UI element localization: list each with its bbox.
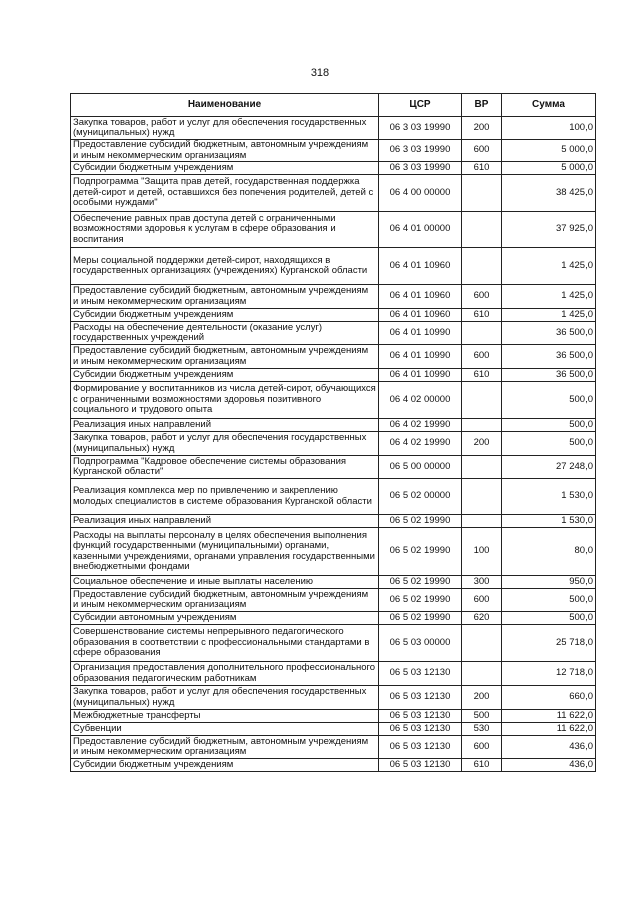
row-vr-cell — [462, 456, 502, 479]
row-vr-cell: 500 — [462, 710, 502, 723]
row-name-cell: Реализация иных направлений — [71, 419, 379, 432]
row-sum-cell: 500,0 — [502, 382, 596, 419]
header-name: Наименование — [71, 94, 379, 117]
row-name-cell: Предоставление субсидий бюджетным, автономным учреждениям и иным некоммерческим организациям — [71, 589, 379, 612]
table-row — [71, 140, 596, 162]
row-name-cell: Расходы на обеспечение деятельности (оказание услуг) государственных учреждений — [71, 322, 379, 345]
row-sum-cell: 436,0 — [502, 759, 596, 772]
header-csr: ЦСР — [379, 94, 462, 117]
row-name-cell: Закупка товаров, работ и услуг для обеспечения государственных (муниципальных) нужд — [71, 432, 379, 456]
table-row — [71, 419, 596, 432]
table-row — [71, 345, 596, 369]
row-name-cell: Реализация иных направлений — [71, 515, 379, 528]
row-sum-cell: 5 000,0 — [502, 162, 596, 175]
table-header-row — [71, 94, 596, 117]
row-vr-cell — [462, 479, 502, 515]
row-sum-cell: 100,0 — [502, 117, 596, 140]
row-name-cell: Формирование у воспитанников из числа детей-сирот, обучающихся с ограниченными возможностями здоровья позитивного социального и трудового опыта — [71, 382, 379, 419]
table-row — [71, 432, 596, 456]
page-number: 318 — [310, 67, 330, 79]
table-row — [71, 162, 596, 175]
table-row — [71, 285, 596, 309]
row-vr-cell: 610 — [462, 309, 502, 322]
row-csr-cell: 06 5 03 12130 — [379, 759, 462, 772]
row-csr-cell: 06 5 02 19990 — [379, 576, 462, 589]
row-sum-cell: 500,0 — [502, 612, 596, 625]
header-vr: ВР — [462, 94, 502, 117]
row-name-cell: Предоставление субсидий бюджетным, автономным учреждениям и иным некоммерческим организациям — [71, 345, 379, 369]
table-row — [71, 662, 596, 686]
row-name-cell: Расходы на выплаты персоналу в целях обеспечения выполнения функций государственными (муниципальными) органами, казенными учреждениями, органами управления государственными внебюджетными фондами — [71, 528, 379, 576]
row-name-cell: Совершенствование системы непрерывного педагогического образования в соответствии с профессиональными стандартами в сфере образования — [71, 625, 379, 662]
row-csr-cell: 06 5 03 12130 — [379, 710, 462, 723]
row-vr-cell: 600 — [462, 589, 502, 612]
row-vr-cell: 610 — [462, 162, 502, 175]
row-csr-cell: 06 3 03 19990 — [379, 162, 462, 175]
table-row — [71, 589, 596, 612]
table-row — [71, 736, 596, 759]
table-row — [71, 759, 596, 772]
row-csr-cell: 06 5 00 00000 — [379, 456, 462, 479]
row-name-cell: Закупка товаров, работ и услуг для обеспечения государственных (муниципальных) нужд — [71, 117, 379, 140]
row-vr-cell — [462, 212, 502, 248]
row-name-cell: Обеспечение равных прав доступа детей с ограниченными возможностями здоровья к услугам в сфере образования и воспитания — [71, 212, 379, 248]
row-sum-cell: 1 425,0 — [502, 309, 596, 322]
row-sum-cell: 660,0 — [502, 686, 596, 710]
row-csr-cell: 06 4 01 10960 — [379, 309, 462, 322]
table-row — [71, 369, 596, 382]
row-sum-cell: 38 425,0 — [502, 175, 596, 212]
row-name-cell: Подпрограмма "Защита прав детей, государственная поддержка детей-сирот и детей, оставшихся без попечения родителей, детей с особыми нуждами" — [71, 175, 379, 212]
table-row — [71, 248, 596, 285]
row-name-cell: Предоставление субсидий бюджетным, автономным учреждениям и иным некоммерческим организациям — [71, 736, 379, 759]
row-vr-cell: 200 — [462, 686, 502, 710]
row-name-cell: Межбюджетные трансферты — [71, 710, 379, 723]
table-row — [71, 117, 596, 140]
row-vr-cell: 600 — [462, 285, 502, 309]
row-csr-cell: 06 5 02 00000 — [379, 479, 462, 515]
table-row — [71, 212, 596, 248]
row-name-cell: Субсидии бюджетным учреждениям — [71, 369, 379, 382]
row-name-cell: Субсидии бюджетным учреждениям — [71, 309, 379, 322]
row-vr-cell: 200 — [462, 432, 502, 456]
row-csr-cell: 06 5 03 12130 — [379, 662, 462, 686]
row-csr-cell: 06 4 01 10990 — [379, 369, 462, 382]
row-csr-cell: 06 4 01 10960 — [379, 248, 462, 285]
row-sum-cell: 11 622,0 — [502, 723, 596, 736]
table-row — [71, 576, 596, 589]
row-csr-cell: 06 4 02 00000 — [379, 382, 462, 419]
row-sum-cell: 500,0 — [502, 432, 596, 456]
row-sum-cell: 80,0 — [502, 528, 596, 576]
table-row — [71, 515, 596, 528]
budget-table — [70, 93, 596, 772]
row-vr-cell: 100 — [462, 528, 502, 576]
row-vr-cell — [462, 382, 502, 419]
row-name-cell: Предоставление субсидий бюджетным, автономным учреждениям и иным некоммерческим организациям — [71, 140, 379, 162]
row-vr-cell: 600 — [462, 345, 502, 369]
row-sum-cell: 36 500,0 — [502, 369, 596, 382]
row-vr-cell: 300 — [462, 576, 502, 589]
table-row — [71, 612, 596, 625]
row-csr-cell: 06 4 01 10960 — [379, 285, 462, 309]
row-name-cell: Реализация комплекса мер по привлечению и закреплению молодых специалистов в системе образования Курганской области — [71, 479, 379, 515]
row-sum-cell: 1 530,0 — [502, 515, 596, 528]
row-sum-cell: 25 718,0 — [502, 625, 596, 662]
table-row — [71, 456, 596, 479]
row-name-cell: Предоставление субсидий бюджетным, автономным учреждениям и иным некоммерческим организациям — [71, 285, 379, 309]
row-csr-cell: 06 5 02 19990 — [379, 515, 462, 528]
row-vr-cell: 530 — [462, 723, 502, 736]
row-sum-cell: 36 500,0 — [502, 322, 596, 345]
row-name-cell: Закупка товаров, работ и услуг для обеспечения государственных (муниципальных) нужд — [71, 686, 379, 710]
table-row — [71, 625, 596, 662]
row-sum-cell: 500,0 — [502, 419, 596, 432]
row-vr-cell — [462, 662, 502, 686]
row-name-cell: Субсидии автономным учреждениям — [71, 612, 379, 625]
row-csr-cell: 06 5 02 19990 — [379, 612, 462, 625]
row-name-cell: Организация предоставления дополнительного профессионального образования педагогическим работникам — [71, 662, 379, 686]
row-vr-cell — [462, 515, 502, 528]
row-sum-cell: 1 530,0 — [502, 479, 596, 515]
row-vr-cell: 600 — [462, 736, 502, 759]
table-row — [71, 686, 596, 710]
row-csr-cell: 06 4 02 19990 — [379, 432, 462, 456]
row-csr-cell: 06 4 02 19990 — [379, 419, 462, 432]
row-csr-cell: 06 5 02 19990 — [379, 528, 462, 576]
row-name-cell: Субсидии бюджетным учреждениям — [71, 162, 379, 175]
row-sum-cell: 12 718,0 — [502, 662, 596, 686]
row-vr-cell: 600 — [462, 140, 502, 162]
row-name-cell: Подпрограмма "Кадровое обеспечение системы образования Курганской области" — [71, 456, 379, 479]
row-vr-cell: 620 — [462, 612, 502, 625]
table-row — [71, 479, 596, 515]
row-sum-cell: 436,0 — [502, 736, 596, 759]
table-row — [71, 723, 596, 736]
row-name-cell: Субсидии бюджетным учреждениям — [71, 759, 379, 772]
row-sum-cell: 11 622,0 — [502, 710, 596, 723]
row-csr-cell: 06 5 03 12130 — [379, 723, 462, 736]
row-sum-cell: 500,0 — [502, 589, 596, 612]
row-csr-cell: 06 4 00 00000 — [379, 175, 462, 212]
row-vr-cell — [462, 625, 502, 662]
row-sum-cell: 27 248,0 — [502, 456, 596, 479]
row-csr-cell: 06 4 01 10990 — [379, 345, 462, 369]
row-csr-cell: 06 4 01 00000 — [379, 212, 462, 248]
row-csr-cell: 06 5 03 00000 — [379, 625, 462, 662]
row-csr-cell: 06 5 02 19990 — [379, 589, 462, 612]
table-row — [71, 382, 596, 419]
row-name-cell: Меры социальной поддержки детей-сирот, находящихся в государственных организациях (учреждениях) Курганской области — [71, 248, 379, 285]
table-row — [71, 309, 596, 322]
row-sum-cell: 37 925,0 — [502, 212, 596, 248]
row-csr-cell: 06 5 03 12130 — [379, 736, 462, 759]
row-vr-cell — [462, 419, 502, 432]
row-vr-cell: 610 — [462, 759, 502, 772]
row-sum-cell: 5 000,0 — [502, 140, 596, 162]
row-name-cell: Субвенции — [71, 723, 379, 736]
row-vr-cell: 200 — [462, 117, 502, 140]
row-csr-cell: 06 3 03 19990 — [379, 140, 462, 162]
row-vr-cell — [462, 322, 502, 345]
table-row — [71, 175, 596, 212]
row-sum-cell: 1 425,0 — [502, 248, 596, 285]
row-vr-cell: 610 — [462, 369, 502, 382]
row-sum-cell: 1 425,0 — [502, 285, 596, 309]
row-sum-cell: 36 500,0 — [502, 345, 596, 369]
row-vr-cell — [462, 248, 502, 285]
row-sum-cell: 950,0 — [502, 576, 596, 589]
table-row — [71, 710, 596, 723]
row-name-cell: Социальное обеспечение и иные выплаты населению — [71, 576, 379, 589]
row-vr-cell — [462, 175, 502, 212]
table-row — [71, 322, 596, 345]
row-csr-cell: 06 5 03 12130 — [379, 686, 462, 710]
header-sum: Сумма — [502, 94, 596, 117]
table-row — [71, 528, 596, 576]
row-csr-cell: 06 4 01 10990 — [379, 322, 462, 345]
row-csr-cell: 06 3 03 19990 — [379, 117, 462, 140]
